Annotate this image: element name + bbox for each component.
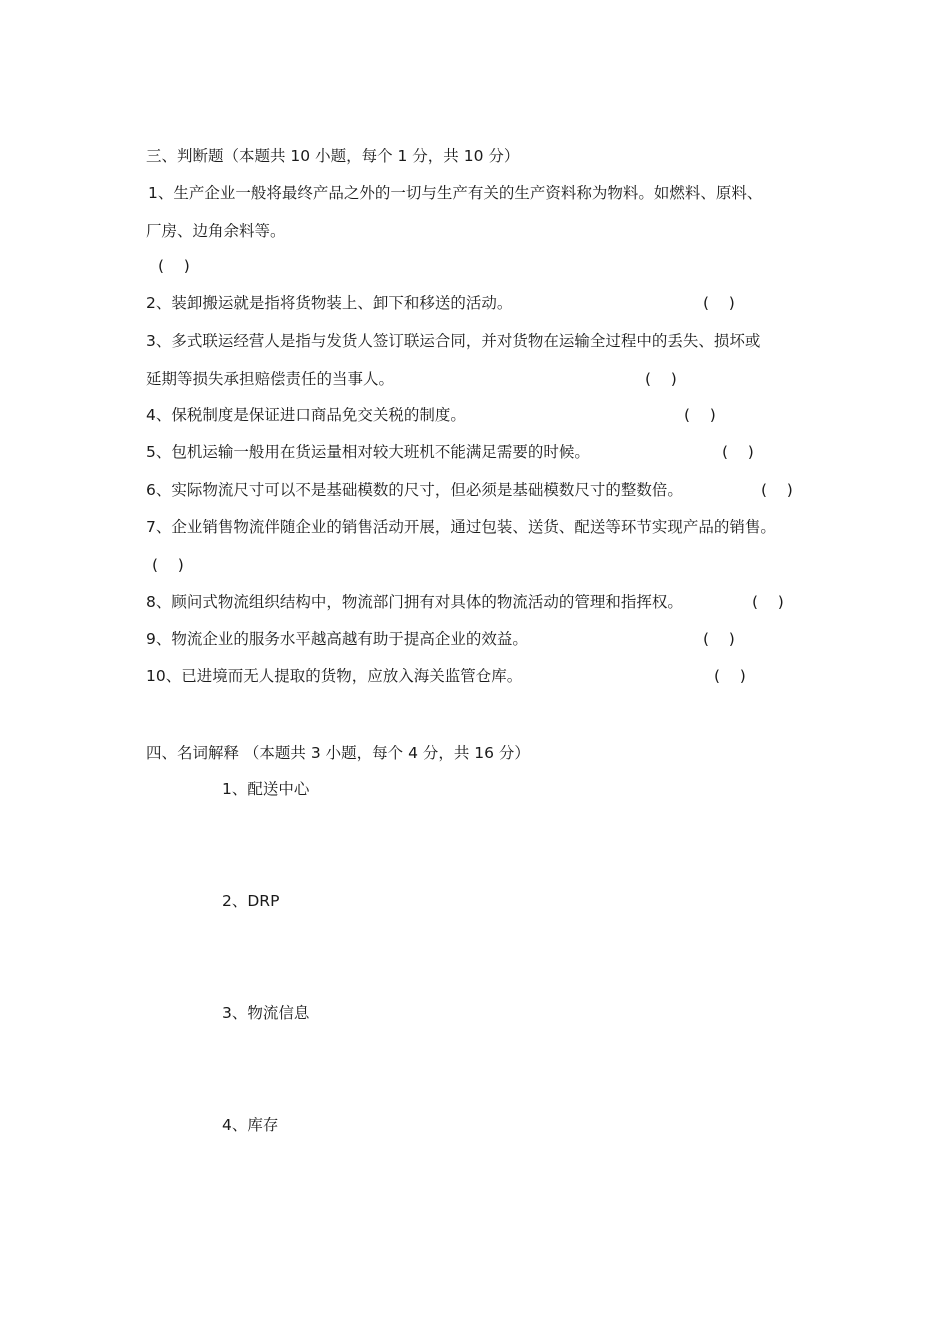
question-10: 10、已进境而无人提取的货物，应放入海关监管仓库。: [146, 667, 523, 685]
question-8: 8、顾问式物流组织结构中，物流部门拥有对具体的物流活动的管理和指挥权。: [146, 593, 683, 611]
question-2-answer-blank: ( ): [703, 294, 735, 312]
question-1-line-2: 厂房、边角余料等。: [146, 222, 286, 240]
term-3: 3、物流信息: [222, 1004, 310, 1022]
question-1-line-1: 1、生产企业一般将最终产品之外的一切与生产有关的生产资料称为物料。如燃料、原料、: [148, 184, 763, 202]
question-5: 5、包机运输一般用在货运量相对较大班机不能满足需要的时候。: [146, 443, 590, 461]
question-7-answer-blank: ( ): [152, 556, 184, 574]
question-6-answer-blank: ( ): [761, 481, 793, 499]
question-10-answer-blank: ( ): [714, 667, 746, 685]
question-8-answer-blank: ( ): [752, 593, 784, 611]
term-4: 4、库存: [222, 1116, 279, 1134]
question-4-answer-blank: ( ): [684, 406, 716, 424]
question-4: 4、保税制度是保证进口商品免交关税的制度。: [146, 406, 466, 424]
term-1: 1、配送中心: [222, 780, 310, 798]
section-3-heading: 三、判断题（本题共 10 小题，每个 1 分，共 10 分）: [146, 147, 520, 165]
question-9: 9、物流企业的服务水平越高越有助于提高企业的效益。: [146, 630, 528, 648]
question-2: 2、装卸搬运就是指将货物装上、卸下和移送的活动。: [146, 294, 513, 312]
question-3-line-2: 延期等损失承担赔偿责任的当事人。: [146, 370, 395, 388]
question-1-answer-blank: ( ): [158, 257, 190, 275]
question-6: 6、实际物流尺寸可以不是基础模数的尺寸，但必须是基础模数尺寸的整数倍。: [146, 481, 683, 499]
question-9-answer-blank: ( ): [703, 630, 735, 648]
term-2: 2、DRP: [222, 892, 280, 910]
question-3-line-1: 3、多式联运经营人是指与发货人签订联运合同，并对货物在运输全过程中的丢失、损坏或: [146, 332, 761, 350]
question-3-answer-blank: ( ): [645, 370, 677, 388]
question-5-answer-blank: ( ): [722, 443, 754, 461]
section-4-heading: 四、名词解释 （本题共 3 小题，每个 4 分，共 16 分）: [146, 744, 530, 762]
question-7-line-1: 7、企业销售物流伴随企业的销售活动开展，通过包装、送货、配送等环节实现产品的销售。: [146, 518, 776, 536]
